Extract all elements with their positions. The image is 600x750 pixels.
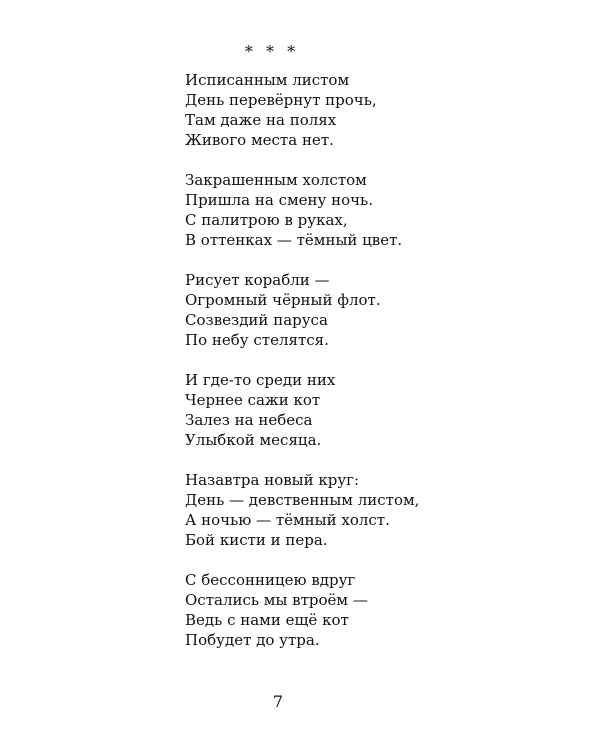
poem-line: Остались мы втроём — [185, 591, 368, 609]
poem [185, 70, 419, 670]
poem-line: Исписанным листом [185, 71, 350, 89]
poem-line: Рисует корабли — [185, 271, 330, 289]
poem-line: В оттенках — тёмный цвет. [185, 231, 403, 249]
poem-line: По небу стелятся. [185, 331, 329, 349]
stanza-2 [185, 170, 419, 250]
poem-line: Там даже на полях [185, 111, 337, 129]
stanza-6 [185, 570, 419, 650]
section-ornament: * * * [244, 42, 300, 61]
poem-line: Чернее сажи кот [185, 391, 321, 409]
stanza-3 [185, 270, 419, 350]
poem-line: День — девственным листом, [185, 491, 420, 509]
poem-line: Пришла на смену ночь. [185, 191, 373, 209]
poem-line: С палитрою в руках, [185, 211, 348, 229]
poem-line: С бессонницею вдруг [185, 571, 356, 589]
poem-line: Назавтра новый круг: [185, 471, 360, 489]
stanza-5 [185, 470, 419, 550]
poem-line: И где-то среди них [185, 371, 336, 389]
poem-line: Залез на небеса [185, 411, 313, 429]
poem-line: День перевёрнут прочь, [185, 91, 377, 109]
poem-line: Бой кисти и пера. [185, 531, 328, 549]
stanza-4 [185, 370, 419, 450]
poem-line: Огромный чёрный флот. [185, 291, 381, 309]
poem-line: Закрашенным холстом [185, 171, 367, 189]
poem-line: Побудет до утра. [185, 631, 320, 649]
poem-line: Созвездий паруса [185, 311, 328, 329]
stanza-1 [185, 70, 419, 150]
poem-line: Улыбкой месяца. [185, 431, 322, 449]
page-number: 7 [272, 692, 284, 711]
poem-line: Живого места нет. [185, 131, 334, 149]
poem-line: А ночью — тёмный холст. [185, 511, 390, 529]
poem-line: Ведь с нами ещё кот [185, 611, 349, 629]
